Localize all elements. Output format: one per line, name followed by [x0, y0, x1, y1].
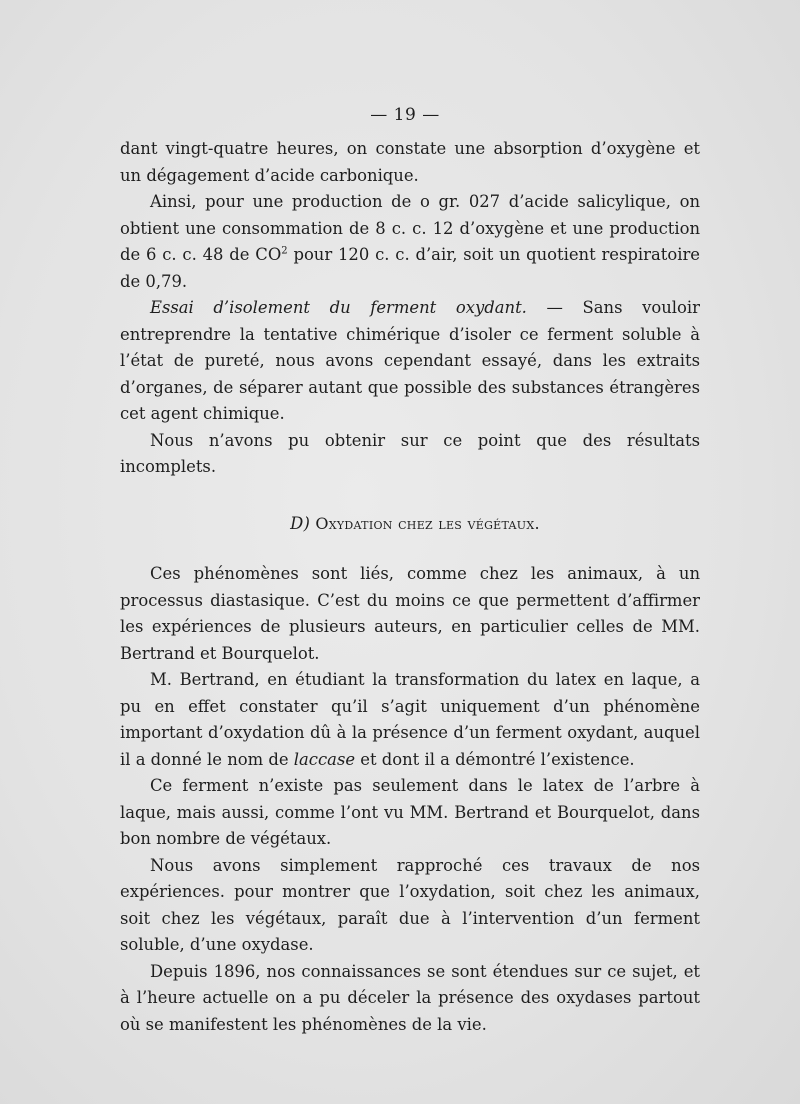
paragraph-6-text: M. Bertrand, en étudiant la transformation du latex en laque, a pu en effet constater qu’il s’agit uniquement d’un phénomène important d’oxydation dû à la présence d’un ferment oxydant, auquel il a donné le nom de: [120, 670, 700, 769]
paragraph-6: [120, 667, 700, 773]
superscript-2: 2: [281, 245, 288, 257]
paragraph-2-text: Ainsi, pour une production de o gr. 027 d’acide salicylique, on obtient une consommation de 8 c. c. 12 d’oxygène et une production de 6 c. c. 48 de CO: [120, 192, 700, 264]
page-number: — 19 —: [370, 105, 440, 125]
paragraph-6-end: et dont il a démontré l’existence.: [355, 749, 635, 769]
section-heading: [120, 511, 700, 538]
paragraph-2-end: pour 120 c. c. d’air, soit un quotient respiratoire de 0,79.: [120, 245, 700, 291]
paragraph-8: Nous avons simplement rapproché ces travaux de nos expériences. pour montrer que l’oxydation, soit chez les animaux, soit chez les végétaux, paraît due à l’intervention d’un ferment soluble, d’une oxydase.: [120, 855, 700, 954]
paragraph-1: dant vingt-quatre heures, on constate une absorption d’oxygène et un dégagement d’acide carbonique.: [120, 139, 700, 185]
paragraph-9: Depuis 1896, nos connaissances se sont étendues sur ce sujet, et à l’heure actuelle on a pu déceler la présence des oxydases partout où se manifestent les phénomènes de la vie.: [120, 961, 700, 1034]
section-heading-title: Oxydation chez les végétaux.: [315, 513, 540, 533]
paragraph-3: [120, 295, 700, 428]
paragraph-3-title: Essai d’isolement du ferment oxydant.: [150, 298, 527, 317]
paragraph-2: [120, 189, 700, 295]
paragraph-7: Ce ferment n’existe pas seulement dans le latex de l’arbre à laque, mais aussi, comme l’ont vu MM. Bertrand et Bourquelot, dans bon nombre de végétaux.: [120, 776, 700, 848]
paragraph-6-italic: laccase: [293, 749, 356, 769]
paragraph-5: Ces phénomènes sont liés, comme chez les animaux, à un processus diastasique. C’est du moins ce que permettent d’affirmer les expériences de plusieurs auteurs, en particulier celles de MM. Bertrand et Bourquelot.: [120, 564, 700, 663]
section-heading-label: D): [290, 513, 311, 533]
body-text: [120, 136, 700, 1038]
paragraph-4: Nous n’avons pu obtenir sur ce point que des résultats incomplets.: [120, 430, 700, 476]
paragraph-3-text: — Sans vouloir entreprendre la tentative chimérique d’isoler ce ferment soluble à l’état de pureté, nous avons cependant essayé, dans les extraits d’organes, de séparer autant que possible des substances étrangères cet agent chimique.: [120, 298, 700, 423]
